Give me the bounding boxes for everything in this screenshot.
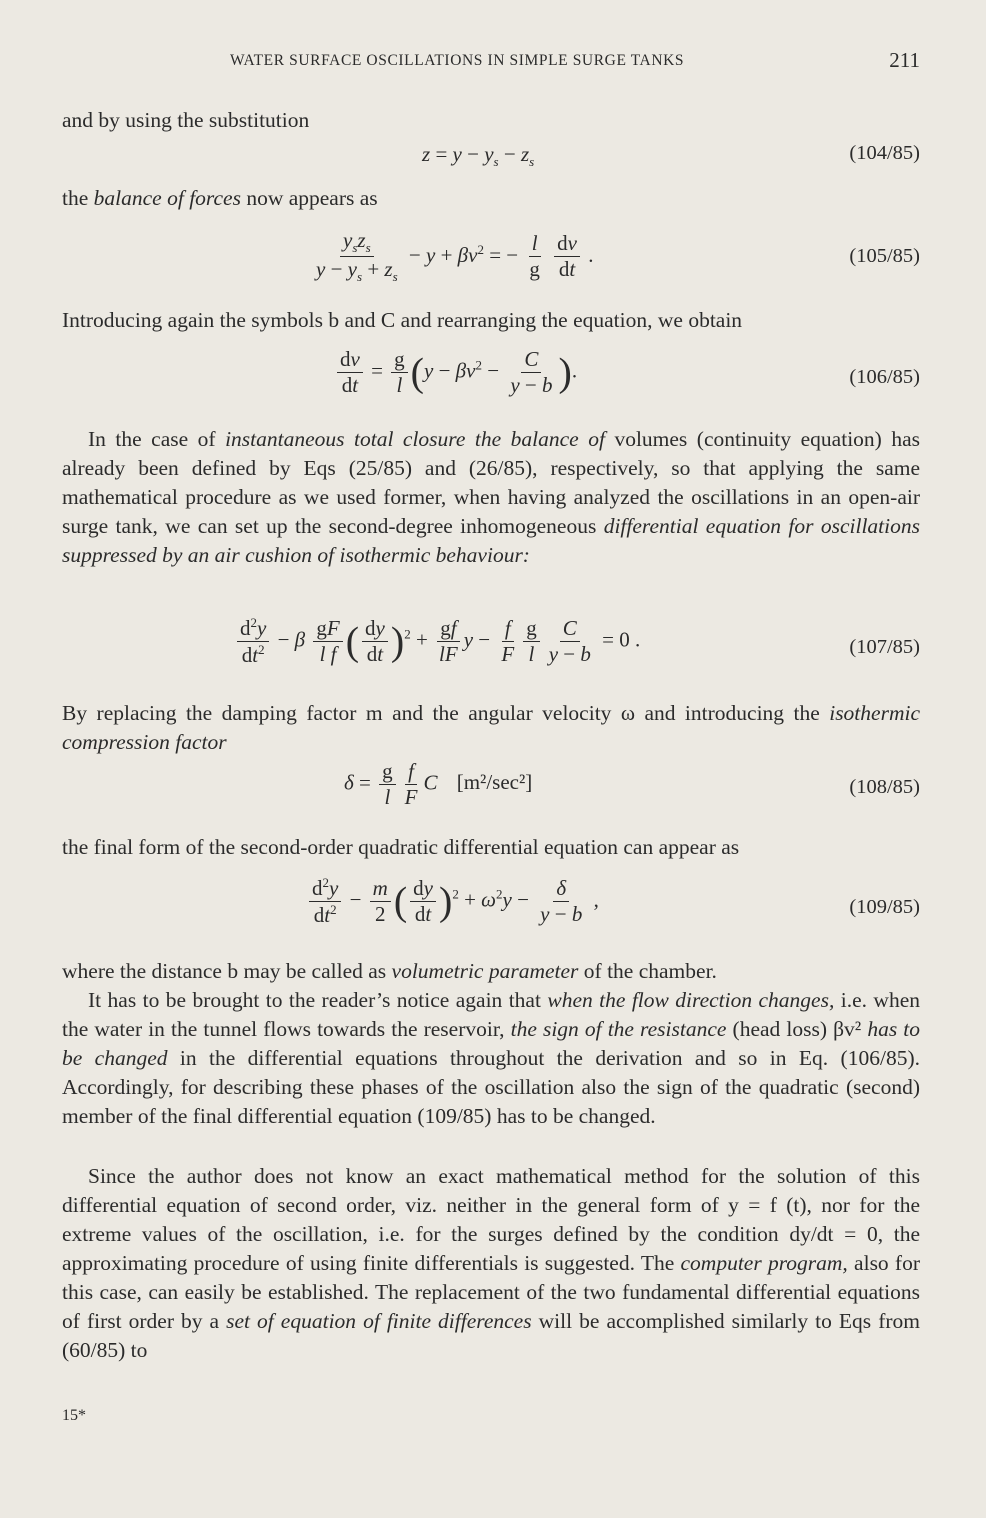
equation-109-body: $\frac{d^2y}{dt^2}$ − $\frac{m}{2}$ ( $\frac{dy}{dt}$ )$^2 + \omega^2y$ − $\frac{\delta}{y - b}$ ,: [306, 876, 599, 927]
equation-106-body: $\frac{dv}{dt}$ = $\frac{g}{l}$ ($y - \beta v^2$ − $\frac{C}{y - b}$ ).: [334, 348, 577, 397]
paragraph-flow-direction: It has to be brought to the reader’s notice again that when the flow direction changes, i.e. when the water in the tunnel flows towards the reservoir, the sign of the resistance (head loss) βv² has to be changed in the differential equations throughout the derivation and so in Eq. (106/85). Accordingly, for describing these phases of the oscillation also the sign of the quadratic (second) member of the final differential equation (109/85) has to be changed.: [62, 988, 920, 1128]
equation-105-number: (105/85): [849, 245, 920, 267]
equation-107: [62, 612, 920, 688]
equation-105-body: $\frac{y_sz_s}{y - y_s + z_s}$ − $y + \beta v^2$ = − $\frac{l}{g}$ $\frac{dv}{dt}$ .: [316, 228, 594, 285]
paragraph-instantaneous-closure: In the case of instantaneous total closure the balance of volumes (continuity equation) has already been defined by Eqs (25/85) and (26/85), respectively, so that applying the same mathematical procedure as we used former, when having analyzed the oscillations in an open-air surge tank, we can set up the second-degree inhomogeneous differential equation for oscillations suppressed by an air cushion of isothermic behaviour:: [62, 427, 920, 567]
equation-104: [62, 140, 920, 170]
equation-104-body: $z = y - y_s - z_s$: [422, 142, 535, 170]
page-header: [62, 48, 920, 76]
equation-106-number: (106/85): [849, 366, 920, 388]
paragraph-final-form: the final form of the second-order quadratic differential equation can appear as: [62, 835, 740, 859]
paragraph-balance-of-forces: the balance of forces now appears as: [62, 186, 378, 210]
equation-108-unit: [m²/sec²]: [456, 770, 533, 795]
equation-109: [62, 872, 920, 948]
equation-107-number: (107/85): [849, 636, 920, 658]
signature-mark: 15*: [62, 1407, 86, 1424]
equation-105: [62, 225, 920, 295]
paragraph-introducing-symbols: Introducing again the symbols b and C and rearranging the equation, we obtain: [62, 308, 743, 332]
paragraph-volumetric-parameter: where the distance b may be called as volumetric parameter of the chamber.: [62, 959, 717, 983]
equation-108-number: (108/85): [849, 776, 920, 798]
equation-104-number: (104/85): [849, 142, 920, 164]
equation-106: [62, 344, 920, 416]
running-title: WATER SURFACE OSCILLATIONS IN SIMPLE SURGE TANKS: [230, 52, 685, 69]
paragraph-computer-program: Since the author does not know an exact mathematical method for the solution of this differential equation of second order, viz. neither in the general form of y = f (t), nor for the extreme values of the oscillation, i.e. for the surges defined by the condition dy/dt = 0, the approximating procedure of using finite differentials is suggested. The computer program, also for this case, can easily be established. The replacement of the two fundamental differential equations of first order by a set of equation of finite differences will be accomplished similarly to Eqs from (60/85) to: [62, 1164, 921, 1362]
equation-108: [62, 760, 920, 820]
equation-108-body: δ = $\frac{g}{l}$ $\frac{f}{F}$ C [m²/sec²]: [344, 759, 533, 810]
page-number: 211: [889, 48, 920, 72]
equation-109-number: (109/85): [849, 896, 920, 918]
paragraph-substitution: and by using the substitution: [62, 108, 310, 132]
paragraph-replacing-damping: By replacing the damping factor m and the angular velocity ω and introducing the isothermic compression factor: [62, 701, 920, 754]
equation-107-body: $\frac{d^2y}{dt^2}$ − β $\frac{gF}{\text{l f}}$ ( $\frac{dy}{dt}$ )$^2$ + $\frac{gf}{lF}$ y − $\frac{f}{F}$ $\frac{g}{l}$ $\frac{C}{y - b}$ = 0 .: [234, 616, 640, 667]
